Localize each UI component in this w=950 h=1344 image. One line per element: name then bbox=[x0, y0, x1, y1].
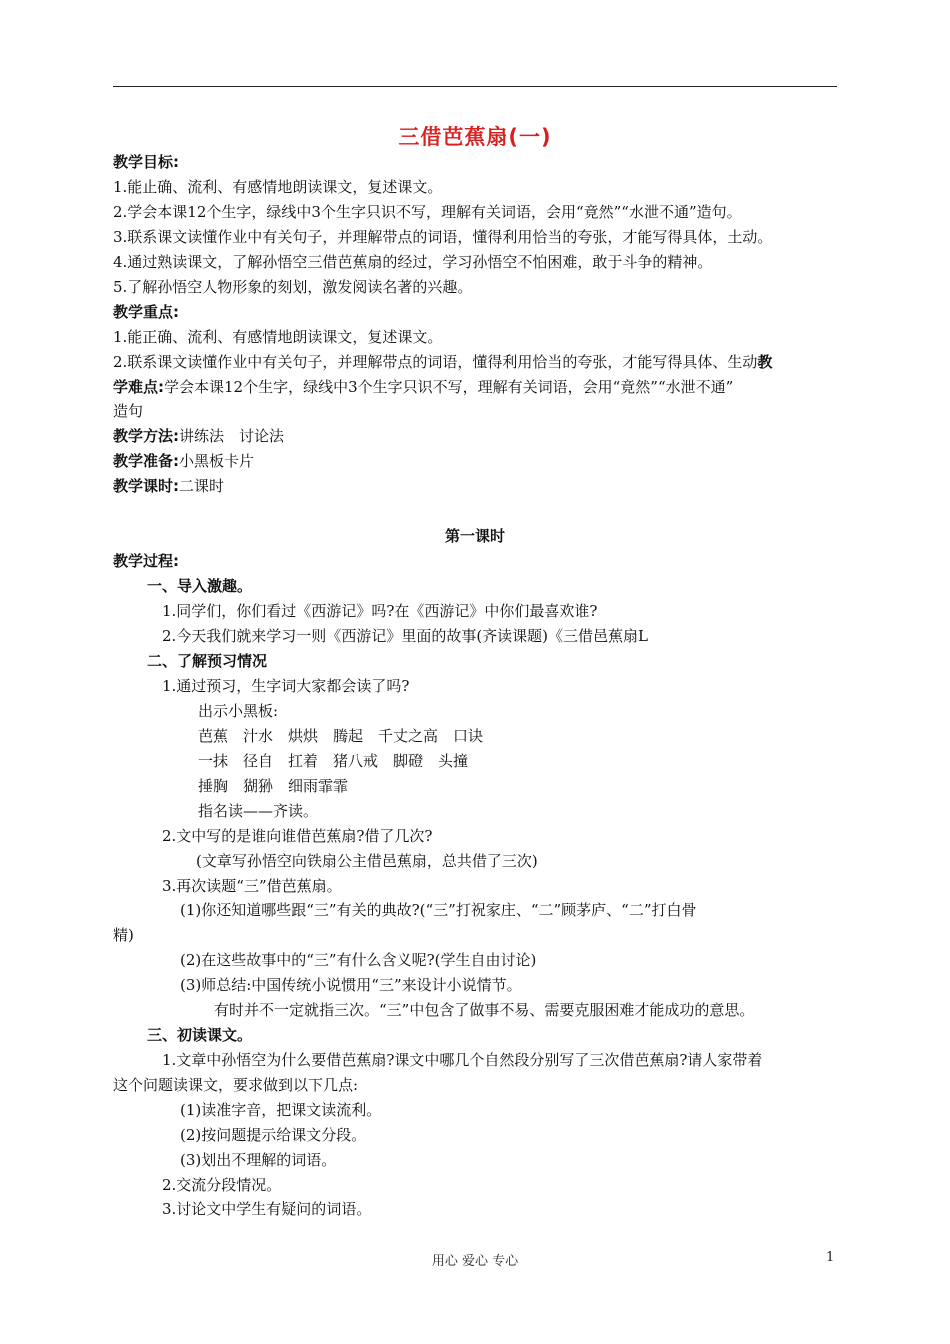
footer-text: 用心 爱心 专心 bbox=[431, 1254, 519, 1269]
section3-line-5: (3)划出不理解的词语。 bbox=[180, 1151, 337, 1169]
document-title: 三借芭蕉扇(一) bbox=[398, 125, 552, 149]
section3-line-7: 3.讨论文中学生有疑问的词语。 bbox=[162, 1200, 372, 1218]
section3-line-2: 这个问题读课文，要求做到以下几点: bbox=[113, 1076, 359, 1094]
objectives-heading: 教学目标: bbox=[113, 153, 179, 171]
section2-line-7: 2.文中写的是谁向谁借芭蕉扇?借了几次? bbox=[162, 827, 433, 845]
section1-line-1: 1.同学们，你们看过《西游记》吗?在《西游记》中你们最喜欢谁? bbox=[162, 602, 598, 620]
vocab-row-3: 捶胸 猢狲 细雨霏霏 bbox=[198, 777, 349, 795]
objective-item-2: 2.学会本课12个生字，绿线中3个生字只识不写，理解有关词语，会用“竟然”“水泄不通”造句。 bbox=[113, 203, 742, 221]
key-point-item-1: 1.能正确、流利、有感情地朗读课文，复述课文。 bbox=[113, 328, 443, 346]
section2-line-14: 有时并不一定就指三次。“三”中包含了做事不易、需要克服困难才能成功的意思。 bbox=[214, 1001, 755, 1019]
section2-line-10: (1)你还知道哪些跟“三”有关的典故?(“三”打祝家庄、“二”顾茅庐、“二”打白骨 bbox=[180, 901, 697, 919]
difficulty-text: 学会本课12个生字，绿线中3个生字只识不写，理解有关词语，会用“竟然”“水泄不通” bbox=[164, 378, 734, 396]
section1-line-2: 2.今天我们就来学习一则《西游记》里面的故事(齐读课题)《三借邑蕉扇L bbox=[162, 627, 648, 645]
periods-heading: 教学课时: bbox=[113, 477, 179, 495]
section3-line-3: (1)读准字音，把课文读流利。 bbox=[180, 1101, 382, 1119]
section1-heading: 一、导入激趣。 bbox=[147, 577, 253, 595]
section2-line-6: 指名读——齐读。 bbox=[198, 802, 319, 820]
preparation-line bbox=[113, 451, 843, 471]
process-heading: 教学过程: bbox=[113, 552, 179, 570]
objective-item-4: 4.通过熟读课文，了解孙悟空三借芭蕉扇的经过，学习孙悟空不怕困难，敢于斗争的精神。 bbox=[113, 253, 713, 271]
vocab-row-2: 一抹 径自 扛着 猪八戒 脚磴 头撞 bbox=[198, 752, 469, 770]
section3-heading: 三、初读课文。 bbox=[147, 1026, 253, 1044]
method-line bbox=[113, 426, 843, 446]
objective-item-3: 3.联系课文读懂作业中有关句子，并理解带点的词语，懂得利用恰当的夸张，才能写得具体，土动。 bbox=[113, 228, 773, 246]
preparation-value: 小黑板卡片 bbox=[179, 452, 255, 470]
section2-line-11: 精) bbox=[113, 926, 134, 944]
section3-line-6: 2.交流分段情况。 bbox=[162, 1176, 282, 1194]
header-rule bbox=[113, 86, 837, 87]
key-point-item-2 bbox=[113, 352, 843, 372]
section2-line-12: (2)在这些故事中的“三”有什么含义呢?(学生自由讨论) bbox=[180, 951, 537, 969]
preparation-heading: 教学准备: bbox=[113, 452, 179, 470]
difficulty-continuation: 造句 bbox=[113, 402, 144, 420]
section3-line-4: (2)按问题提示给课文分段。 bbox=[180, 1126, 367, 1144]
difficulty-line bbox=[113, 377, 843, 397]
lesson-heading: 第一课时 bbox=[444, 527, 505, 545]
key-points-heading: 教学重点: bbox=[113, 303, 179, 321]
objective-item-1: 1.能止确、流利、有感情地朗读课文，复述课文。 bbox=[113, 178, 443, 196]
section2-line-2: 出示小黑板: bbox=[198, 702, 279, 720]
section2-heading: 二、了解预习情况 bbox=[147, 652, 268, 670]
key-point-item-2-text: 2.联系课文读懂作业中有关句子，并理解带点的词语，懂得利用恰当的夸张，才能写得具体、生动 bbox=[113, 353, 758, 371]
vocab-row-1: 芭蕉 汁水 烘烘 腾起 千丈之高 口诀 bbox=[198, 727, 484, 745]
section2-line-9: 3.再次读题“三”借芭蕉扇。 bbox=[162, 877, 342, 895]
periods-value: 二课时 bbox=[179, 477, 225, 495]
page-number: 1 bbox=[826, 1250, 835, 1265]
section2-line-13: (3)师总结:中国传统小说惯用“三”来设计小说情节。 bbox=[180, 976, 522, 994]
section2-line-1: 1.通过预习，生字词大家都会读了吗? bbox=[162, 677, 410, 695]
method-heading: 教学方法: bbox=[113, 427, 179, 445]
objective-item-5: 5.了解孙悟空人物形象的刻划，激发阅读名著的兴趣。 bbox=[113, 278, 473, 296]
section2-line-8: (文章写孙悟空向铁扇公主借邑蕉扇，总共借了三次) bbox=[196, 852, 538, 870]
periods-line bbox=[113, 476, 843, 496]
method-value: 讲练法 讨论法 bbox=[179, 427, 285, 445]
section3-line-1: 1.文章中孙悟空为什么要借芭蕉扇?课文中哪几个自然段分别写了三次借芭蕉扇?请人家带着 bbox=[162, 1051, 763, 1069]
difficulty-heading-part1: 教 bbox=[757, 353, 773, 371]
difficulty-heading-part2: 学难点: bbox=[113, 378, 164, 396]
